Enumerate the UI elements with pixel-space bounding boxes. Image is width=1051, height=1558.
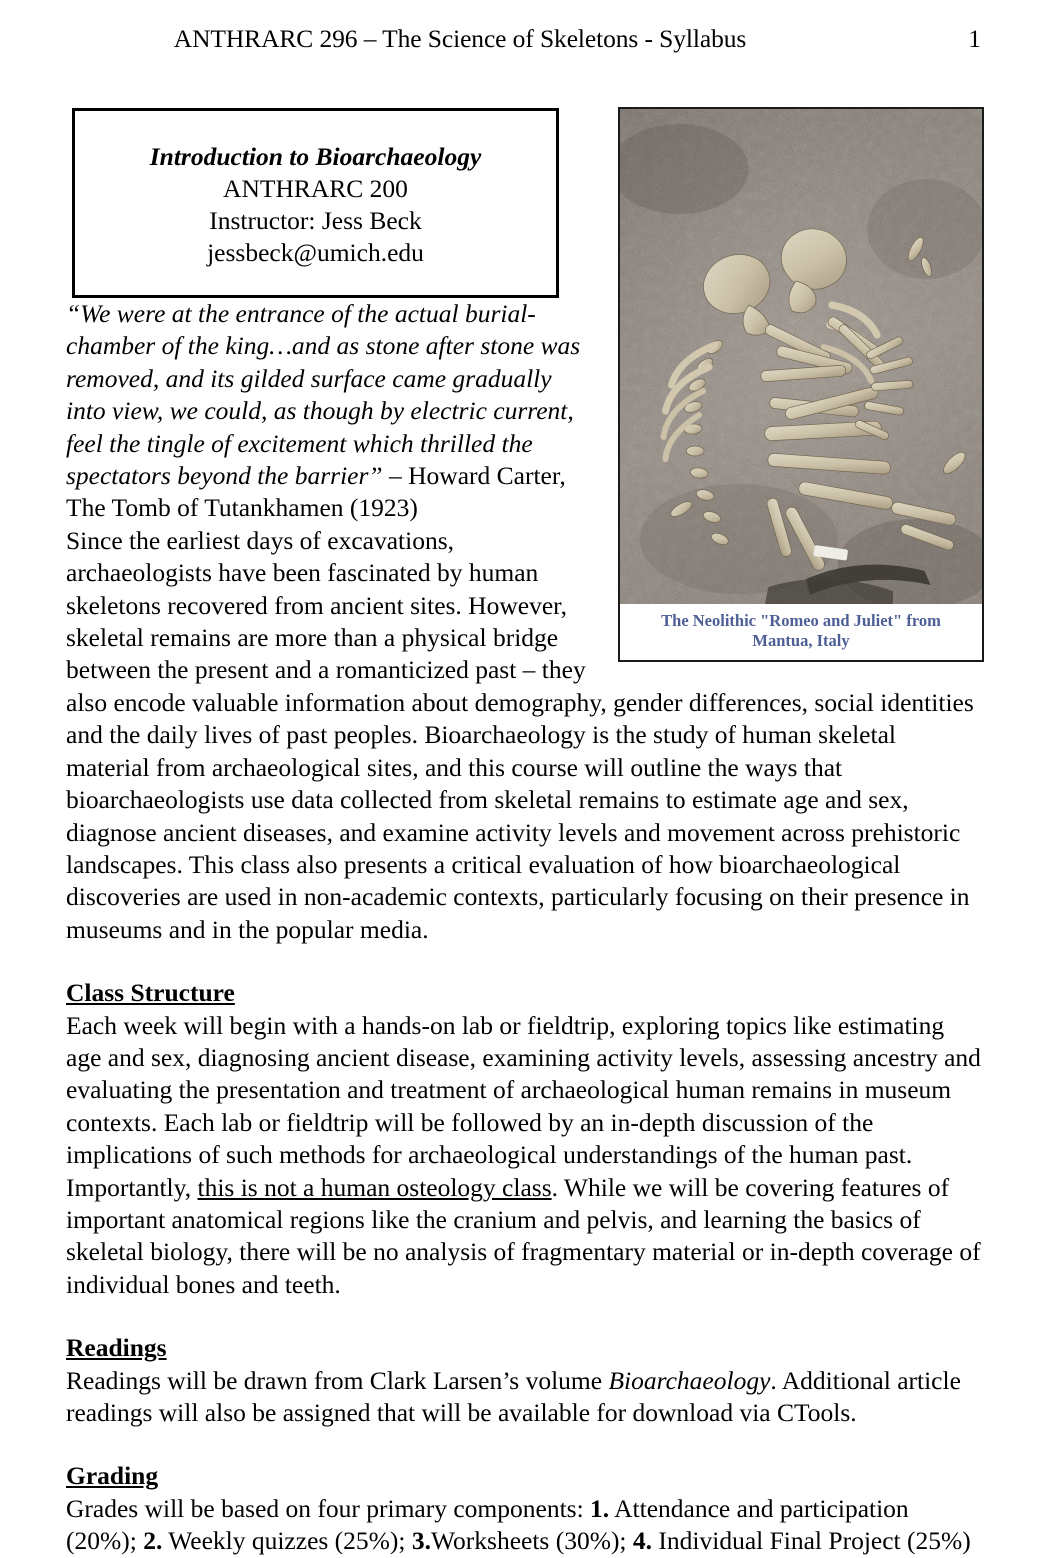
grading-item-4-number: 4. bbox=[632, 1526, 653, 1556]
section-class-structure bbox=[66, 977, 984, 1301]
figure-caption-line2: Mantua, Italy bbox=[752, 631, 850, 650]
grading-paragraph bbox=[66, 1493, 984, 1558]
grading-item-1-text: Attendance and participation (20%); bbox=[66, 1493, 909, 1556]
readings-text-1: Readings will be drawn from Clark Larsen’s volume bbox=[66, 1365, 609, 1395]
document-body bbox=[66, 104, 984, 1558]
readings-heading: Readings bbox=[66, 1333, 167, 1363]
quote-text: “We were at the entrance of the actual burial-chamber of the king…and as stone after stone was removed, and its gilded surface came gradually into view, we could, as though by electric current, feel the tingle of excitement which thrilled the spectators beyond the barrier” bbox=[66, 299, 581, 491]
grading-item-2-text: Weekly quizzes (25%); bbox=[162, 1526, 412, 1556]
section-grading bbox=[66, 1460, 984, 1557]
header-title: ANTHRARC 296 – The Science of Skeletons - Syllabus bbox=[173, 24, 747, 53]
course-code: ANTHRARC 200 bbox=[223, 174, 408, 203]
quote-attribution: – Howard Carter, The Tomb of Tutankhamen (1923) bbox=[66, 461, 566, 523]
epigraph-quote bbox=[66, 298, 606, 525]
page-number: 1 bbox=[968, 24, 981, 53]
figure-caption bbox=[620, 604, 982, 660]
grading-item-3-text: Worksheets (30%); bbox=[431, 1526, 633, 1556]
class-structure-text-2: . While we will be covering features of important anatomical regions like the cranium and pelvis, and learning the basics of skeletal biology, there will be no analysis of fragmentary material or in-depth coverage of individual bones and teeth. bbox=[66, 1172, 981, 1299]
grading-item-2-number: 2. bbox=[143, 1526, 163, 1556]
class-structure-paragraph bbox=[66, 1010, 984, 1302]
grading-item-3-number: 3. bbox=[411, 1526, 431, 1556]
class-structure-text-1: Each week will begin with a hands-on lab or fieldtrip, exploring topics like estimating age and sex, diagnosing ancient disease, examining activity levels, assessing ancestry and evaluating the presentation and treatment of archaeological human remains in museum contexts. Each lab or fieldtrip will be followed by an in-depth discussion of the implications of such methods for archaeological understandings of the human past. Importantly, bbox=[66, 1010, 981, 1202]
readings-paragraph bbox=[66, 1365, 984, 1430]
course-title-box bbox=[72, 108, 559, 298]
skeleton-photo bbox=[620, 109, 982, 604]
grading-item-1-number: 1. bbox=[590, 1493, 610, 1523]
readings-book-title: Bioarchaeology bbox=[608, 1365, 771, 1395]
figure-caption-line1: The Neolithic "Romeo and Juliet" from bbox=[661, 611, 941, 630]
class-structure-heading: Class Structure bbox=[66, 978, 235, 1008]
instructor-email: jessbeck@umich.edu bbox=[207, 238, 424, 267]
class-structure-underlined-phrase: this is not a human osteology class bbox=[197, 1172, 552, 1202]
grading-item-4-text: Individual Final Project (25%) bbox=[652, 1526, 971, 1556]
grading-intro: Grades will be based on four primary components: bbox=[66, 1493, 591, 1523]
grading-heading: Grading bbox=[66, 1461, 159, 1491]
readings-text-2: . Additional article readings will also be assigned that will be available for download via CTools. bbox=[66, 1365, 961, 1427]
section-readings bbox=[66, 1332, 984, 1429]
page-header bbox=[0, 24, 1051, 58]
intro-paragraph: Since the earliest days of excavations, archaeologists have been fascinated by human skeletons recovered from ancient sites. However, skeletal remains are more than a physical bridge between the present and a romanticized past – they also encode valuable information about demography, gender differences, social identities and the daily lives of past peoples. Bioarchaeology is the study of human skeletal material from archaeological sites, and this course will outline the ways that bioarchaeologists use data collected from skeletal remains to estimate age and sex, diagnose ancient diseases, and examine activity levels and movement across prehistoric landscapes. This class also presents a critical evaluation of how bioarchaeological discoveries are used in non-academic contexts, particularly focusing on their presence in museums and in the popular media. bbox=[66, 525, 974, 944]
figure-romeo-and-juliet bbox=[618, 107, 984, 662]
instructor-name: Instructor: Jess Beck bbox=[209, 206, 422, 235]
course-title: Introduction to Bioarchaeology bbox=[149, 142, 482, 171]
